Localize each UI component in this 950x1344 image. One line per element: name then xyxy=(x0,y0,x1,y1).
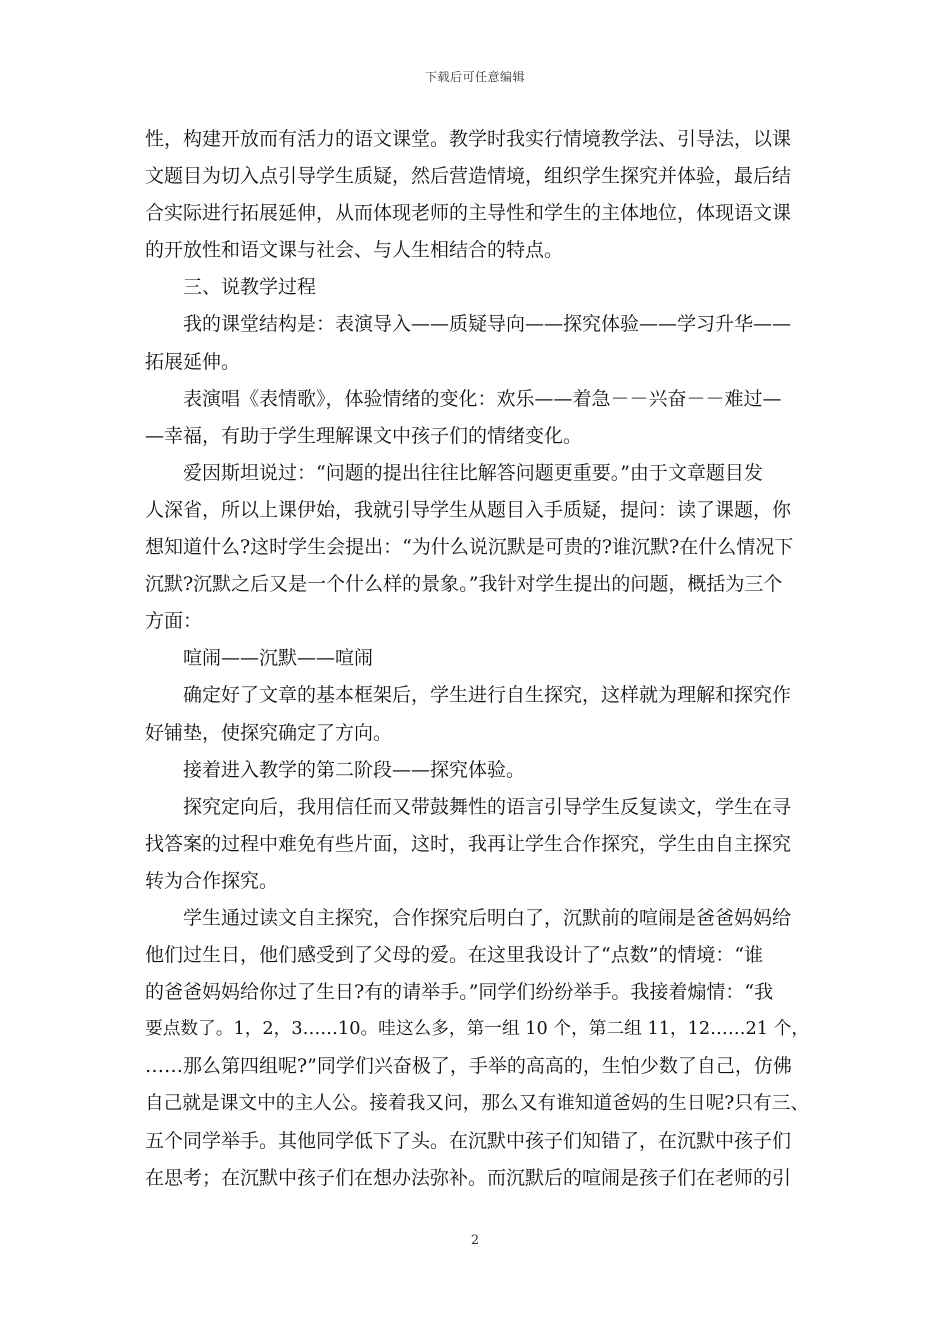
text-line: 学生通过读文自主探究，合作探究后明白了，沉默前的喧闹是爸爸妈妈给 xyxy=(183,906,792,929)
text-line: 三、说教学过程 xyxy=(183,276,317,299)
text-line: 自己就是课文中的主人公。接着我又问，那么又有谁知道爸妈的生日呢?只有三、 xyxy=(145,1093,810,1115)
text-line: 沉默?沉默之后又是一个什么样的景象。”我针对学生提出的问题，概括为三个 xyxy=(145,573,783,596)
text-line: 确定好了文章的基本框架后，学生进行自生探究，这样就为理解和探究作 xyxy=(183,684,792,707)
text-line: —幸福，有助于学生理解课文中孩子们的情绪变化。 xyxy=(145,424,583,447)
text-line: 拓展延伸。 xyxy=(145,350,241,373)
page-header: 下载后可任意编辑 xyxy=(424,70,525,84)
text-line: 合实际进行拓展延伸，从而体现老师的主导性和学生的主体地位，体现语文课 xyxy=(145,202,792,225)
text-line: 在思考；在沉默中孩子们在想办法弥补。而沉默后的喧闹是孩子们在老师的引 xyxy=(145,1166,792,1189)
text-line: 转为合作探究。 xyxy=(145,869,279,892)
text-line: 找答案的过程中难免有些片面，这时，我再让学生合作探究，学生由自主探究 xyxy=(145,832,792,855)
text-line: 表演唱《表情歌》，体验情绪的变化：欢乐——着急－－兴奋－－难过— xyxy=(183,387,782,410)
text-line: 方面： xyxy=(145,610,203,633)
text-line: 我的课堂结构是：表演导入——质疑导向——探究体验——学习升华—— xyxy=(183,313,792,336)
document-body xyxy=(145,121,809,1197)
text-line: 想知道什么?这时学生会提出：“为什么说沉默是可贵的?谁沉默?在什么情况下 xyxy=(145,536,794,559)
text-line: 探究定向后，我用信任而又带鼓舞性的语言引导学生反复读文，学生在寻 xyxy=(183,795,792,818)
text-line: 五个同学举手。其他同学低下了头。在沉默中孩子们知错了，在沉默中孩子们 xyxy=(145,1129,792,1152)
text-line: 的开放性和语文课与社会、与人生相结合的特点。 xyxy=(145,239,564,262)
text-line: 接着进入教学的第二阶段——探究体验。 xyxy=(183,758,526,781)
text-line: 好铺垫，使探究确定了方向。 xyxy=(145,721,393,744)
text-line: 人深省，所以上课伊始，我就引导学生从题目入手质疑，提问：读了课题，你 xyxy=(145,498,792,521)
text-line: 他们过生日，他们感受到了父母的爱。在这里我设计了“点数”的情境：“谁 xyxy=(145,944,764,967)
page-number: 2 xyxy=(470,1233,480,1248)
text-line: ……那么第四组呢?”同学们兴奋极了，手举的高高的，生怕少数了自己，仿佛 xyxy=(145,1055,792,1078)
text-line: 文题目为切入点引导学生质疑，然后营造情境，组织学生探究并体验，最后结 xyxy=(145,165,792,188)
text-line: 的爸爸妈妈给你过了生日?有的请举手。”同学们纷纷举手。我接着煽情：“我 xyxy=(145,981,774,1004)
text-line: 爱因斯坦说过：“问题的提出往往比解答问题更重要。”由于文章题目发 xyxy=(183,461,763,484)
text-line: 喧闹——沉默——喧闹 xyxy=(183,647,374,670)
text-line: 要点数了。1，2，3……10。哇这么多，第一组 10 个，第二组 11，12……21 个， xyxy=(145,1019,810,1040)
text-line: 性，构建开放而有活力的语文课堂。教学时我实行情境教学法、引导法，以课 xyxy=(145,128,792,150)
